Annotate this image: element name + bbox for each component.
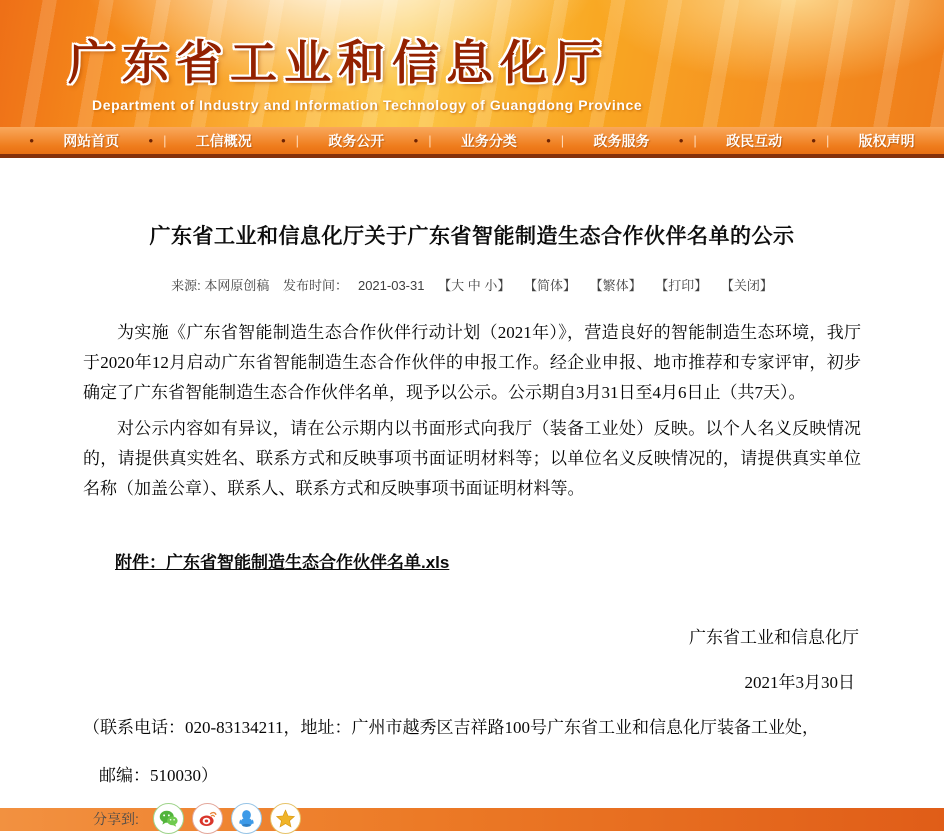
- meta-publish-label: 发布时间：: [282, 278, 348, 293]
- nav-separator: [546, 134, 564, 147]
- site-title: 广东省工业和信息化厅: [68, 36, 608, 89]
- qzone-star-share-icon[interactable]: [270, 803, 301, 834]
- contact-info-line1: （联系电话：020-83134211，地址：广州市越秀区吉祥路100号广东省工业和信息化厅装备工业处，: [83, 718, 820, 737]
- share-label: 分享到:: [93, 810, 139, 827]
- paragraph-1: 为实施《广东省智能制造生态合作伙伴行动计划（2021年）》，营造良好的智能制造生态环境，我厅于2020年12月启动广东省智能制造生态合作伙伴的申报工作。经企业申报、地市推荐和专家评审，初步确定了广东省智能制造生态合作伙伴名单，现予以公示。公示期自3月31日至4月6日止（共7天）。: [83, 323, 861, 402]
- main-nav: [0, 127, 944, 158]
- qq-share-icon[interactable]: [231, 803, 262, 834]
- article-body: [83, 318, 861, 504]
- nav-dot-icon: •: [281, 133, 286, 148]
- nav-item-gov-affairs[interactable]: 政务公开: [328, 132, 385, 149]
- nav-item-interaction[interactable]: 政民互动: [726, 132, 783, 149]
- article-title: 广东省工业和信息化厅关于广东省智能制造生态合作伙伴名单的公示: [149, 225, 795, 248]
- nav-separator: [149, 134, 167, 147]
- site-banner: [0, 0, 944, 127]
- simplified-button[interactable]: 【简体】: [523, 278, 576, 293]
- nav-separator: [414, 134, 432, 147]
- nav-item-overview[interactable]: 工信概况: [195, 132, 252, 149]
- traditional-button[interactable]: 【繁体】: [589, 278, 642, 293]
- nav-pipe-icon: |: [825, 133, 830, 148]
- nav-pipe-icon: |: [693, 133, 697, 148]
- nav-separator: [281, 134, 299, 147]
- nav-dot-icon: •: [148, 133, 154, 148]
- site-subtitle-en: Department of Industry and Information Technology of Guangdong Province: [92, 97, 643, 113]
- meta-source: 来源: 本网原创稿: [171, 278, 270, 293]
- nav-item-copyright[interactable]: 版权声明: [858, 132, 915, 149]
- nav-item-services[interactable]: 政务服务: [593, 132, 650, 149]
- issuer-signature: 广东省工业和信息化厅: [689, 628, 859, 647]
- meta-publish-date: 2021-03-31: [357, 278, 425, 293]
- article-meta: [83, 275, 861, 294]
- footer-bar: [0, 808, 944, 831]
- nav-pipe-icon: |: [560, 133, 565, 148]
- close-button[interactable]: 【关闭】: [720, 278, 773, 293]
- page-content: [0, 158, 944, 827]
- nav-pipe-icon: |: [295, 133, 300, 148]
- issue-date: 2021年3月30日: [744, 673, 855, 692]
- attachment-link[interactable]: 附件：广东省智能制造生态合作伙伴名单.xls: [115, 553, 450, 572]
- font-size-control[interactable]: 【大 中 小】: [438, 278, 511, 293]
- nav-dot-icon: •: [29, 133, 34, 148]
- nav-separator: [811, 134, 829, 147]
- nav-separator: [679, 134, 697, 147]
- paragraph-2: 对公示内容如有异议，请在公示期内以书面形式向我厅（装备工业处）反映。以个人名义反映情况的，请提供真实姓名、联系方式和反映事项书面证明材料等；以单位名义反映情况的，请提供真实单位名称（加盖公章）、联系人、联系方式和反映事项书面证明材料等。: [83, 419, 861, 498]
- nav-item-business[interactable]: 业务分类: [460, 132, 517, 149]
- nav-dot-icon: •: [811, 133, 816, 148]
- nav-dot-icon: •: [413, 133, 419, 148]
- closing-block: [83, 623, 861, 786]
- weibo-share-icon[interactable]: [192, 803, 223, 834]
- nav-dot-icon: •: [546, 133, 551, 148]
- nav-pipe-icon: |: [428, 133, 432, 148]
- wechat-share-icon[interactable]: [153, 803, 184, 834]
- contact-info-line2: 邮编：510030）: [99, 766, 218, 785]
- attachment-row: [83, 548, 861, 573]
- nav-dot-icon: •: [678, 133, 684, 148]
- nav-pipe-icon: |: [163, 133, 167, 148]
- nav-item-home[interactable]: 网站首页: [63, 132, 120, 149]
- print-button[interactable]: 【打印】: [655, 278, 708, 293]
